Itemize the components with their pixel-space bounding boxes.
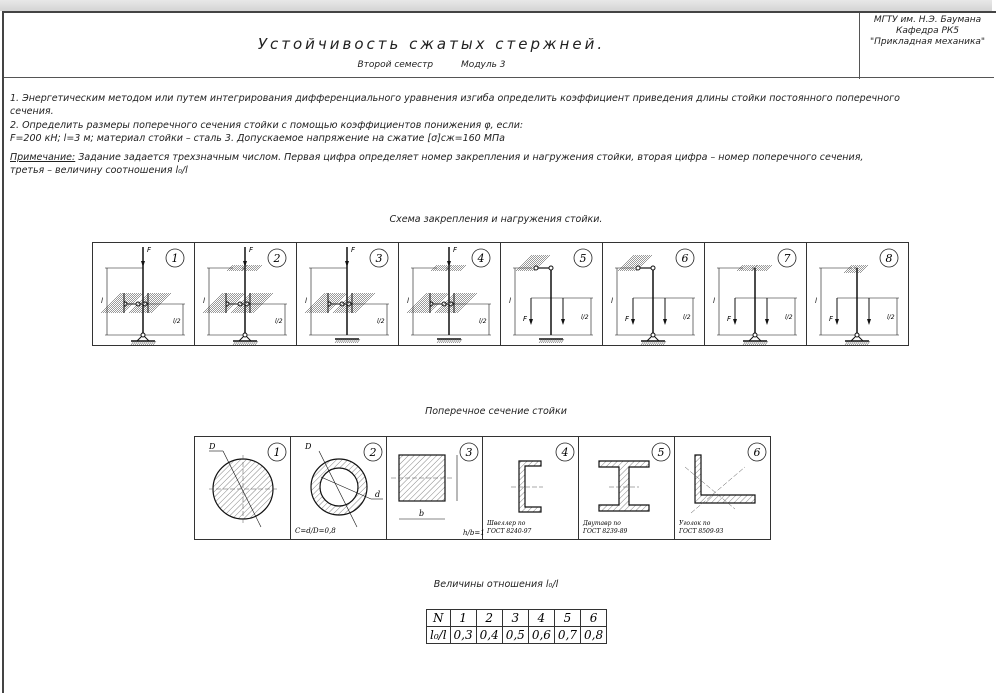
section-label: C=d/D=0,8 <box>295 527 336 535</box>
scheme-diagram <box>603 243 704 345</box>
scheme-8 <box>807 243 908 345</box>
assignment-sheet <box>2 11 996 693</box>
svg-text:l: l <box>407 297 409 305</box>
scheme-1 <box>93 243 195 345</box>
section-diagram <box>579 437 674 539</box>
section-3 <box>387 437 483 539</box>
department: Кафедра РК5 <box>896 26 959 36</box>
svg-text:l/2: l/2 <box>887 314 895 321</box>
ratio-cell: 5 <box>554 610 580 627</box>
svg-text:F: F <box>147 246 152 254</box>
svg-text:F: F <box>523 315 528 323</box>
svg-text:l/2: l/2 <box>581 314 589 321</box>
scheme-number: 1 <box>171 252 179 265</box>
svg-text:l/2: l/2 <box>275 318 283 325</box>
section-4 <box>483 437 579 539</box>
semester: Второй семестр <box>357 60 434 70</box>
scheme-number: 1 <box>273 446 281 459</box>
section-label: Двутавр по <box>583 520 621 527</box>
ratio-cell: 0,5 <box>502 627 528 644</box>
svg-text:F: F <box>727 315 732 323</box>
scheme-diagram <box>501 243 602 345</box>
ratio-cell: 0,3 <box>450 627 476 644</box>
section-1 <box>195 437 291 539</box>
section-diagram <box>291 437 386 539</box>
section-label: h/b=1 <box>463 529 485 537</box>
scheme-7 <box>705 243 807 345</box>
scheme-diagram <box>807 243 908 345</box>
section-diagram <box>387 437 485 539</box>
scheme-diagram <box>93 243 194 345</box>
section-label: ГОСТ 8239-89 <box>583 528 628 535</box>
module: Модуль 3 <box>461 60 506 70</box>
section-2 <box>291 437 387 539</box>
svg-text:l/2: l/2 <box>683 314 691 321</box>
schemes-caption: Схема закрепления и нагружения стойки. <box>389 214 603 225</box>
svg-text:F: F <box>351 246 356 254</box>
scheme-2 <box>195 243 297 345</box>
svg-text:l: l <box>611 297 613 305</box>
section-diagram <box>483 437 578 539</box>
sections-row <box>194 436 771 540</box>
ratio-header-row <box>427 610 607 627</box>
page-title: Устойчивость сжатых стержней. <box>257 35 606 53</box>
scheme-number: 3 <box>465 446 473 459</box>
section-label: D <box>305 442 312 451</box>
svg-text:l: l <box>203 297 205 305</box>
task-1-cont: сечения. <box>10 106 54 117</box>
svg-text:F: F <box>625 315 630 323</box>
scheme-3 <box>297 243 399 345</box>
ratio-cell: 2 <box>476 610 502 627</box>
scheme-number: 4 <box>561 446 569 459</box>
note-label: Примечание: <box>10 152 76 163</box>
schemes-row <box>92 242 909 346</box>
scheme-diagram <box>399 243 500 345</box>
scheme-4 <box>399 243 501 345</box>
section-label: ГОСТ 8240-97 <box>487 528 532 535</box>
scheme-number: 7 <box>783 252 791 265</box>
sections-caption: Поперечное сечение стойки <box>425 406 567 417</box>
scheme-6 <box>603 243 705 345</box>
ratio-cell: 0,4 <box>476 627 502 644</box>
section-label: b <box>419 509 425 518</box>
svg-text:l/2: l/2 <box>377 318 385 325</box>
window-top-bar <box>0 0 992 11</box>
section-label: Уголок по <box>679 520 711 527</box>
svg-text:F: F <box>453 246 458 254</box>
section-6 <box>675 437 770 539</box>
svg-text:l/2: l/2 <box>479 318 487 325</box>
scheme-diagram <box>705 243 806 345</box>
title-block <box>4 13 994 78</box>
svg-text:l: l <box>509 297 511 305</box>
task-2-params: F=200 кН; l=3 м; материал стойки – сталь 3. Допускаемое напряжение на сжатие [σ]сж=160 МПа <box>10 133 505 144</box>
scheme-number: 6 <box>681 252 689 265</box>
scheme-diagram <box>195 243 296 345</box>
scheme-number: 2 <box>369 446 377 459</box>
scheme-number: 4 <box>477 252 485 265</box>
scheme-number: 3 <box>375 252 383 265</box>
ratio-cell: 0,7 <box>554 627 580 644</box>
section-diagram <box>675 437 770 539</box>
section-label: D <box>209 442 216 451</box>
section-label: Швеллер по <box>487 520 526 527</box>
note <box>10 152 863 163</box>
ratio-cell: 6 <box>581 610 607 627</box>
scheme-number: 8 <box>885 252 893 265</box>
discipline: "Прикладная механика" <box>869 37 986 47</box>
ratio-table <box>426 609 607 644</box>
svg-text:l/2: l/2 <box>173 318 181 325</box>
ratio-values-row <box>427 627 607 644</box>
scheme-diagram <box>297 243 398 345</box>
scheme-5 <box>501 243 603 345</box>
ratio-cell: l₀/l <box>427 627 451 644</box>
university: МГТУ им. Н.Э. Баумана <box>873 15 982 25</box>
organization-block <box>859 13 995 79</box>
scheme-number: 2 <box>273 252 281 265</box>
ratio-cell: 0,6 <box>528 627 554 644</box>
scheme-number: 5 <box>657 446 665 459</box>
section-5 <box>579 437 675 539</box>
ratio-cell: N <box>427 610 451 627</box>
ratios-caption: Величины отношения l₀/l <box>433 579 559 590</box>
section-diagram <box>195 437 290 539</box>
scheme-number: 5 <box>579 252 587 265</box>
svg-text:F: F <box>829 315 834 323</box>
section-label: d <box>375 490 381 499</box>
note-text: Задание задается трехзначным числом. Первая цифра определяет номер закрепления и нагружения стойки, вторая цифра – номер поперечного сечения, <box>75 152 864 163</box>
ratio-cell: 0,8 <box>581 627 607 644</box>
note-cont: третья – величину соотношения l₀/l <box>10 165 188 176</box>
task-1: 1. Энергетическим методом или путем интегрирования дифференциального уравнения изгиба определить коэффициент приведения длины стойки постоянного поперечного <box>10 93 900 104</box>
scheme-number: 6 <box>753 446 761 459</box>
svg-text:l: l <box>815 297 817 305</box>
ratio-cell: 4 <box>528 610 554 627</box>
svg-text:l: l <box>101 297 103 305</box>
task-2: 2. Определить размеры поперечного сечения стойки с помощью коэффициентов понижения φ, если: <box>10 120 524 131</box>
svg-text:l: l <box>305 297 307 305</box>
section-label: ГОСТ 8509-93 <box>679 528 724 535</box>
ratio-cell: 1 <box>450 610 476 627</box>
ratio-cell: 3 <box>502 610 528 627</box>
svg-text:F: F <box>249 246 254 254</box>
svg-text:l/2: l/2 <box>785 314 793 321</box>
svg-text:l: l <box>713 297 715 305</box>
subtitle <box>4 60 859 70</box>
